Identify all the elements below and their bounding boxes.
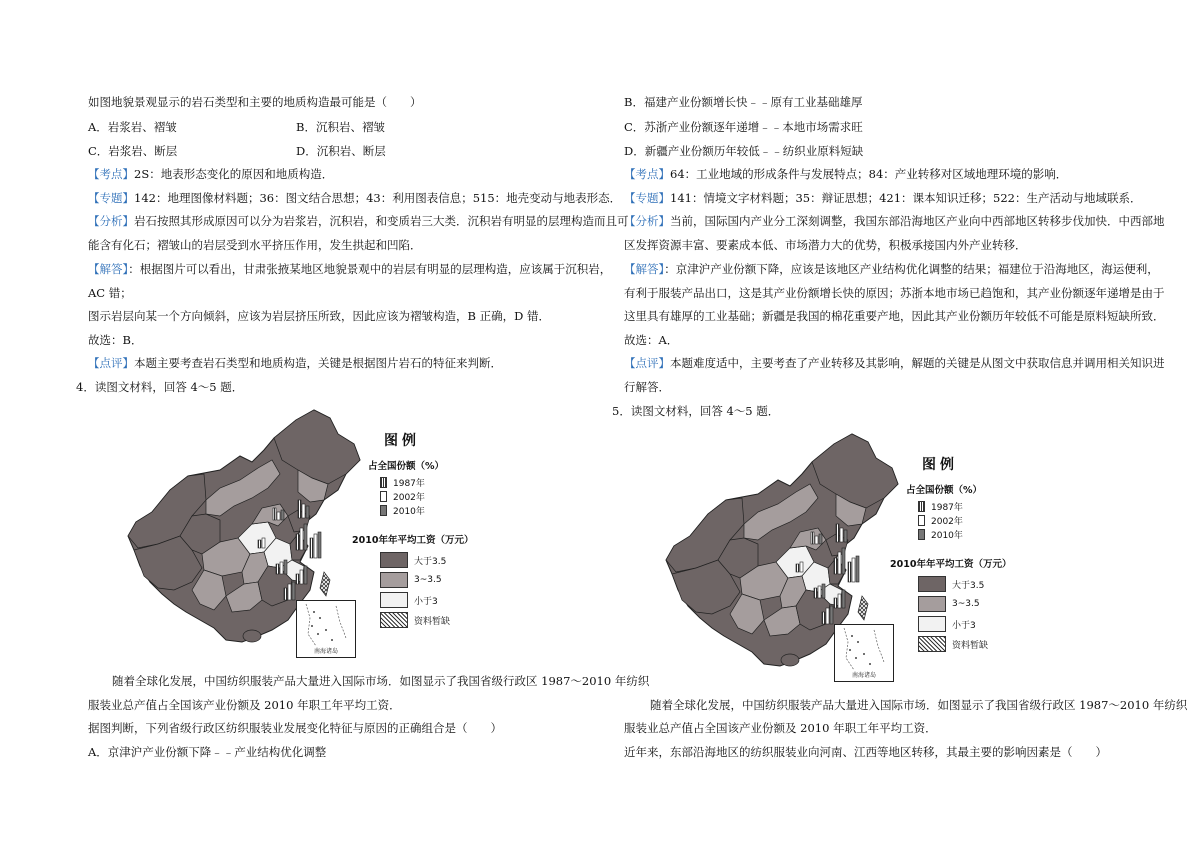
legend-year-1987: 1987年 (918, 500, 963, 513)
jieda-text-2: AC 错； (88, 286, 132, 300)
r-kaodian-line: 【考点】64：工业地域的形成条件与发展特点；84：产业转移对区域地理环境的影响． (624, 167, 1068, 181)
q3-option-b: B．沉积岩、褶皱 (296, 120, 385, 134)
left-para-2: 服装业总产值占全国该产业份额及 2010 年职工年平均工资． (88, 698, 401, 712)
legend-wage-mid: 3~3.5 (380, 572, 442, 588)
fenxi-line (88, 214, 629, 229)
jieda-text-3: 图示岩层向某一个方向倾斜，应该为岩层挤压所致，因此应该为褶皱构造，B 正确，D 错． (88, 309, 550, 323)
legend-wage-mid: 3~3.5 (918, 596, 980, 612)
stripe-swatch (380, 477, 387, 488)
q3-stem: 如图地貌景观显示的岩石类型和主要的地质构造最可能是（ ） (88, 95, 422, 109)
jieda-tag: 【解答】 (88, 262, 129, 276)
jieda-text-1: ：根据图片可以看出，甘肃张掖某地区地貌景观中的岩层有明显的层理构造，应该属于沉积岩， (128, 262, 612, 276)
legend-year-2002: 2002年 (918, 514, 963, 527)
q4-option-b: B．福建产业份额增长快﹣﹣原有工业基础雄厚 (624, 95, 863, 109)
q3-option-a: A．岩浆岩、褶皱 (88, 120, 177, 134)
legend-year-2002: 2002年 (380, 490, 425, 503)
zhuanti-tag: 【专题】 (88, 191, 134, 205)
legend-wage-low: 小于3 (380, 592, 438, 608)
q5-stem: 近年来，东部沿海地区的纺织服装业向河南、江西等地区转移，其最主要的影响因素是（ ） (624, 745, 1107, 759)
q4-heading: 4．读图文材料，回答 4～5 题． (76, 380, 244, 394)
left-para-1: 随着全球化发展，中国纺织服装产品大量进入国际市场．如图显示了我国省级行政区 1987～2010 年纺织 (112, 674, 650, 688)
r-dianping-text-2: 行解答． (624, 380, 670, 394)
answer-line: 故选：B． (88, 333, 143, 347)
gray-swatch (380, 505, 387, 516)
q4-option-a: A．京津沪产业份额下降﹣﹣产业结构优化调整 (88, 745, 327, 759)
legend-year-2010: 2010年 (918, 528, 963, 541)
r-jieda-text-2: 有利于服装产品出口，这是其产业份额增长快的原因；苏浙本地市场已趋饱和，其产业份额逐年递增是由于 (624, 286, 1165, 300)
r-jieda-line: 【解答】：京津沪产业份额下降，应该是该地区产业结构优化调整的结果；福建位于沿海地区，海运便利， (624, 262, 1159, 276)
legend-wage-high: 大于3.5 (380, 552, 446, 568)
dianping-line (88, 356, 502, 371)
south-china-sea-inset-right (834, 624, 894, 682)
q5-heading: 5．读图文材料，回答 4～5 题． (612, 404, 780, 418)
dianping-text: 本题主要考查岩石类型和地质构造，关键是根据图片岩石的特征来判断． (134, 356, 502, 370)
legend-wage-high: 大于3.5 (918, 576, 984, 592)
q4-stem: 据图判断，下列省级行政区纺织服装业发展变化特征与原因的正确组合是（ ） (88, 721, 502, 735)
kaodian-text: 2S：地表形态变化的原因和地质构造． (134, 167, 334, 181)
r-zhuanti-line: 【专题】141：情境文字材料题；35：辩证思想；421：课本知识迁移；522：生产活动与地域联系． (624, 191, 1142, 205)
legend-wage-low: 小于3 (918, 616, 976, 632)
legend-year-1987: 1987年 (380, 476, 425, 489)
legend-title: 图例 (384, 433, 420, 449)
q4-option-c: C．苏浙产业份额逐年递增﹣﹣本地市场需求旺 (624, 120, 863, 134)
q4-option-d: D．新疆产业份额历年较低﹣﹣纺织业原料短缺 (624, 144, 864, 158)
south-china-sea-inset-left (296, 600, 356, 658)
r-dianping-line: 【点评】本题难度适中，主要考查了产业转移及其影响，解题的关键是从图文中获取信息并调用相关知识进 (624, 356, 1165, 370)
kaodian-tag: 【考点】 (88, 167, 134, 181)
inset-label-left: 南海诸岛 (313, 648, 339, 655)
q3-option-d: D．沉积岩、断层 (296, 144, 386, 158)
zhuanti-text: 142：地理图像材料题；36：图文结合思想；43：利用图表信息；515：地壳变动与地表形态． (134, 191, 622, 205)
zhuanti-line (88, 191, 621, 206)
r-jieda-text-3: 这里具有雄厚的工业基础；新疆是我国的棉花重要产地，因此其产业份额历年较低不可能是原料短缺所致． (624, 309, 1165, 323)
legend-left (352, 430, 472, 630)
legend-share-title: 占全国份额（%） (368, 461, 445, 472)
right-para-2: 服装业总产值占全国该产业份额及 2010 年职工年平均工资． (624, 721, 937, 735)
fenxi-tag: 【分析】 (88, 214, 134, 228)
r-fenxi-line: 【分析】当前，国际国内产业分工深刻调整，我国东部沿海地区产业向中西部地区转移步伐加快．中西部地 (624, 214, 1165, 228)
q3-option-c: C．岩浆岩、断层 (88, 144, 178, 158)
legend-year-2010: 2010年 (380, 504, 425, 517)
fenxi-text-1: 岩石按照其形成原因可以分为岩浆岩，沉积岩，和变质岩三大类．沉积岩有明显的层理构造而且可 (134, 214, 629, 228)
kaodian-line (88, 167, 333, 182)
legend-right: 图例 占全国份额（%） 1987年 2002年 2010年 2010年年平均工资（万元） 大于3.5 3~3.5 小于3 资料暂缺 (890, 457, 1012, 651)
white-swatch (380, 491, 387, 502)
dianping-tag: 【点评】 (88, 356, 134, 370)
right-para-1: 随着全球化发展，中国纺织服装产品大量进入国际市场．如图显示了我国省级行政区 1987～2010 年纺织 (650, 698, 1188, 712)
jieda-line (88, 262, 611, 277)
inset-label-right: 南海诸岛 (851, 672, 877, 679)
r-fenxi-text-2: 区发挥资源丰富、要素成本低、市场潜力大的优势，积极承接国内外产业转移． (624, 238, 1027, 252)
r-answer-line: 故选：A． (624, 333, 679, 347)
legend-wage-na: 资料暂缺 (380, 612, 450, 628)
legend-wage-na: 资料暂缺 (918, 636, 988, 652)
fenxi-text-2: 能含有化石；褶皱山的岩层受到水平挤压作用，发生拱起和凹陷． (88, 238, 422, 252)
legend-wage-title: 2010年年平均工资（万元） (352, 535, 474, 546)
